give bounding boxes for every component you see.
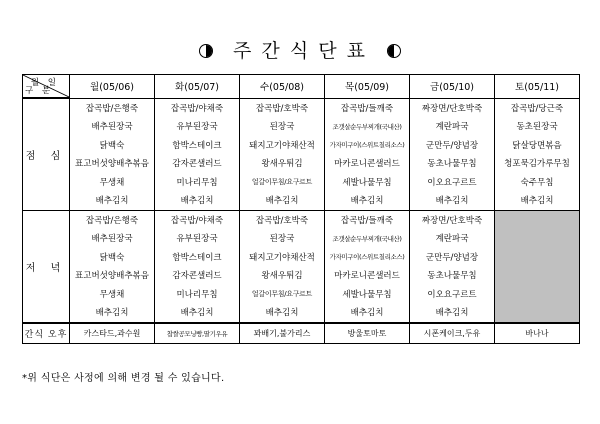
menu-cell: 배추김치	[240, 303, 325, 323]
menu-cell: 미나리무침	[155, 285, 240, 304]
lunch-row	[23, 173, 580, 192]
lunch-row	[23, 98, 580, 117]
half-moon-left-icon	[199, 44, 213, 58]
menu-cell: 왕새우튀김	[240, 154, 325, 173]
menu-cell: 잡곡밥/호박죽	[240, 98, 325, 117]
day-header: 화(05/07)	[155, 75, 240, 99]
menu-cell: 군만두/양념장	[410, 248, 495, 267]
menu-cell: 숙주무침	[495, 173, 580, 192]
snack-cell: 카스타드,과수원	[70, 323, 155, 344]
menu-cell: 함박스테이크	[155, 136, 240, 155]
snack-cell: 시폰케이크,두유	[410, 323, 495, 344]
lunch-label: 점 심	[23, 98, 70, 210]
header-row	[23, 75, 580, 99]
menu-cell: 닭백숙	[70, 248, 155, 267]
menu-cell: 잡곡밥/들깨죽	[325, 210, 410, 229]
menu-cell: 배추김치	[410, 303, 495, 323]
menu-cell: 된장국	[240, 117, 325, 136]
menu-cell: 이오요구르트	[410, 173, 495, 192]
menu-cell: 배추김치	[155, 191, 240, 210]
menu-cell: 배추된장국	[70, 117, 155, 136]
menu-cell: 감자콘샐러드	[155, 154, 240, 173]
menu-cell: 왕새우튀김	[240, 266, 325, 285]
menu-cell: 표고버섯양배추볶음	[70, 154, 155, 173]
menu-cell: 배추김치	[410, 191, 495, 210]
menu-cell: 된장국	[240, 229, 325, 248]
menu-cell: 유부된장국	[155, 229, 240, 248]
lunch-row	[23, 136, 580, 155]
day-header: 월(05/06)	[70, 75, 155, 99]
menu-cell: 닭백숙	[70, 136, 155, 155]
day-header: 금(05/10)	[410, 75, 495, 99]
menu-cell: 짜장면/단호박죽	[410, 98, 495, 117]
lunch-row	[23, 191, 580, 210]
menu-cell: 잡곡밥/야채죽	[155, 210, 240, 229]
menu-cell: 이오요구르트	[410, 285, 495, 304]
menu-cell: 무생채	[70, 285, 155, 304]
menu-cell: 잡곡밥/은행죽	[70, 98, 155, 117]
menu-cell: 감자콘샐러드	[155, 266, 240, 285]
menu-cell: 동초나물무침	[410, 154, 495, 173]
lunch-row	[23, 154, 580, 173]
menu-cell: 잡곡밥/호박죽	[240, 210, 325, 229]
menu-cell: 유부된장국	[155, 117, 240, 136]
menu-cell: 얼갈이무침/요구르트	[240, 173, 325, 192]
menu-cell: 배추김치	[325, 191, 410, 210]
menu-cell: 돼지고기야채산적	[240, 136, 325, 155]
menu-cell: 잡곡밥/당근죽	[495, 98, 580, 117]
snack-cell: 찹쌀공모닝빵,딸기우유	[155, 323, 240, 344]
menu-cell: 잡곡밥/은행죽	[70, 210, 155, 229]
corner-cell	[23, 75, 70, 99]
menu-cell: 계란파국	[410, 229, 495, 248]
snack-cell: 방울토마토	[325, 323, 410, 344]
menu-cell: 잡곡밥/야채죽	[155, 98, 240, 117]
menu-cell: 세발나물무침	[325, 173, 410, 192]
menu-cell: 배추된장국	[70, 229, 155, 248]
day-header: 수(05/08)	[240, 75, 325, 99]
snack-cell: 꽈배기,불가리스	[240, 323, 325, 344]
day-header: 토(05/11)	[495, 75, 580, 99]
footnote: *위 식단은 사정에 의해 변경 될 수 있습니다.	[22, 373, 225, 384]
snack-cell: 바나나	[495, 323, 580, 344]
page-title	[0, 36, 600, 63]
dinner-row	[23, 210, 580, 229]
menu-cell: 청포묵김가루무침	[495, 154, 580, 173]
dinner-label: 저 녁	[23, 210, 70, 323]
snack-label: 간식 오후	[23, 323, 70, 344]
menu-cell: 군만두/양념장	[410, 136, 495, 155]
menu-cell: 배추김치	[325, 303, 410, 323]
menu-cell: 세발나물무침	[325, 285, 410, 304]
menu-cell: 짜장면/단호박죽	[410, 210, 495, 229]
day-header: 목(05/09)	[325, 75, 410, 99]
menu-cell: 배추김치	[240, 191, 325, 210]
menu-cell: 배추김치	[155, 303, 240, 323]
snack-row	[23, 323, 580, 344]
menu-cell: 얼갈이무침/요구르트	[240, 285, 325, 304]
title-text: 주 간 식 단 표	[233, 40, 367, 62]
lunch-row	[23, 117, 580, 136]
menu-cell: 동초나물무침	[410, 266, 495, 285]
menu-cell: 표고버섯양배추볶음	[70, 266, 155, 285]
menu-cell: 미나리무침	[155, 173, 240, 192]
menu-cell: 가자미구이(스위트칠리소스)	[325, 136, 410, 155]
menu-cell: 무생채	[70, 173, 155, 192]
menu-cell: 가자미구이(스위트칠리소스)	[325, 248, 410, 267]
closed-cell	[495, 210, 580, 323]
menu-cell: 함박스테이크	[155, 248, 240, 267]
menu-cell: 마카로니콘샐러드	[325, 154, 410, 173]
menu-cell: 돼지고기야채산적	[240, 248, 325, 267]
menu-cell: 동초된장국	[495, 117, 580, 136]
corner-bottom-label: 구 분	[25, 86, 54, 96]
menu-cell: 배추김치	[495, 191, 580, 210]
corner-top-label: 월 일	[30, 78, 59, 88]
menu-cell: 배추김치	[70, 303, 155, 323]
menu-cell: 조갯살순두부찌개(국내산)	[325, 229, 410, 248]
menu-cell: 잡곡밥/들깨죽	[325, 98, 410, 117]
half-moon-right-icon	[387, 44, 401, 58]
menu-cell: 배추김치	[70, 191, 155, 210]
menu-cell: 조갯살순두부찌개(국내산)	[325, 117, 410, 136]
menu-cell: 마카로니콘샐러드	[325, 266, 410, 285]
menu-cell: 닭살당면볶음	[495, 136, 580, 155]
menu-cell: 계란파국	[410, 117, 495, 136]
weekly-menu-table	[22, 74, 580, 344]
